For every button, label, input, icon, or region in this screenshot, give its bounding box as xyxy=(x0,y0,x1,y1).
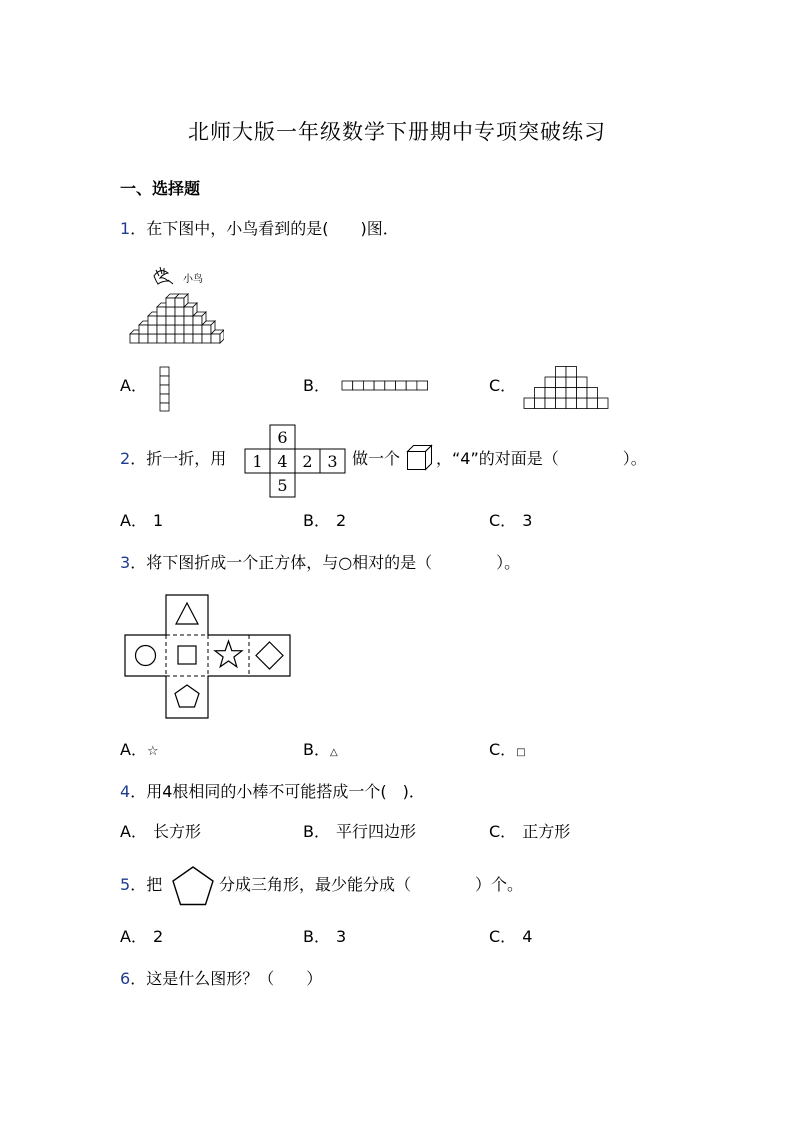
cube-cell xyxy=(175,325,184,334)
question-1 xyxy=(120,219,399,239)
cube-cell xyxy=(556,388,567,399)
option-sep: ． xyxy=(313,740,330,759)
cube-net-figure xyxy=(244,424,348,498)
option-letter: C xyxy=(489,376,501,395)
option-c[interactable] xyxy=(489,927,532,947)
option-letter: C xyxy=(489,822,501,841)
cube-cell xyxy=(566,398,577,409)
question-text-middle: 做一个 xyxy=(352,449,401,468)
option-a[interactable] xyxy=(120,376,153,396)
option-text: 2 xyxy=(336,511,347,530)
option-letter: A xyxy=(120,927,131,946)
cube-cell xyxy=(166,316,175,325)
cube-cell xyxy=(556,367,567,378)
cube-cell xyxy=(130,334,139,343)
option-star: ☆ xyxy=(146,744,159,759)
cube-cell xyxy=(175,316,184,325)
cube-cell xyxy=(184,316,193,325)
question-sep: ． xyxy=(130,449,147,468)
cube-cell xyxy=(524,398,535,409)
cube-cell xyxy=(587,398,598,409)
cube-cell xyxy=(396,381,407,390)
cube-cell xyxy=(566,377,577,388)
bird-label: 小鸟 xyxy=(183,274,203,285)
cube-cell xyxy=(175,298,184,307)
option-sep: ． xyxy=(500,740,517,759)
pentagon-icon xyxy=(175,685,199,707)
question-5 xyxy=(120,875,162,895)
option-text: 平行四边形 xyxy=(336,822,417,841)
option-letter: A xyxy=(120,376,131,395)
question-text-before: 把 xyxy=(146,875,163,894)
option-sep: ． xyxy=(130,927,147,946)
question-3 xyxy=(120,553,520,573)
cube-cell xyxy=(417,381,428,390)
cube-cell xyxy=(157,316,166,325)
option-b[interactable] xyxy=(303,927,346,947)
option-letter: C xyxy=(489,511,501,530)
option-letter: A xyxy=(120,511,131,530)
cube-cell xyxy=(556,398,567,409)
option-sep: ． xyxy=(313,511,330,530)
cube-cell xyxy=(157,334,166,343)
option-c[interactable] xyxy=(489,511,532,531)
question-number: 4 xyxy=(120,782,131,801)
cube-cell xyxy=(211,334,220,343)
cube-cell xyxy=(148,325,157,334)
option-c[interactable] xyxy=(489,822,570,842)
cube-cell xyxy=(535,388,546,399)
triangle-icon xyxy=(176,603,198,624)
option-sep: ． xyxy=(500,822,517,841)
option-letter: B xyxy=(303,511,314,530)
option-letter: B xyxy=(303,927,314,946)
option-b-row-figure xyxy=(341,380,429,392)
option-c-pyramid-figure xyxy=(523,364,611,410)
question-6 xyxy=(120,969,322,989)
cube-cell xyxy=(139,334,148,343)
net-row-number: 3 xyxy=(327,452,338,471)
question-sep: ． xyxy=(130,553,147,572)
option-c[interactable] xyxy=(489,376,522,396)
shape-net-figure xyxy=(124,594,292,720)
cube-cell xyxy=(166,298,175,307)
option-a[interactable] xyxy=(120,511,163,531)
cube-cell xyxy=(374,381,385,390)
option-text: 2 xyxy=(152,927,164,946)
question-2-after xyxy=(436,449,647,469)
option-sep: ． xyxy=(313,376,330,395)
option-letter: C xyxy=(489,927,501,946)
cube-icon xyxy=(406,444,434,472)
question-text: 用4根相同的小棒不可能搭成一个( )． xyxy=(146,782,425,801)
option-letter: B xyxy=(303,740,314,759)
cube-cell xyxy=(545,388,556,399)
question-text: 在下图中，小鸟看到的是( )图． xyxy=(146,219,399,238)
question-text-before: 折一折，用 xyxy=(146,449,227,468)
cube-cell xyxy=(148,334,157,343)
page-title: 北师大版一年级数学下册期中专项突破练习 xyxy=(188,120,606,144)
question-sep: ． xyxy=(130,969,147,988)
cube-cell xyxy=(175,307,184,316)
option-sep: ． xyxy=(313,822,330,841)
option-sep: ． xyxy=(130,822,147,841)
question-2 xyxy=(120,449,226,469)
option-a[interactable] xyxy=(120,822,201,842)
square-icon xyxy=(178,646,196,664)
cube-cell xyxy=(184,334,193,343)
question-number: 5 xyxy=(120,875,131,894)
option-text: 3 xyxy=(336,927,347,946)
option-text: 长方形 xyxy=(152,822,201,841)
option-sep: ． xyxy=(130,376,147,395)
question-number: 1 xyxy=(120,219,131,238)
cube-cell xyxy=(385,381,396,390)
cube-cell xyxy=(566,367,577,378)
option-letter: B xyxy=(303,376,314,395)
question-number: 6 xyxy=(120,969,131,988)
option-a-column-figure xyxy=(159,366,171,412)
option-text: 1 xyxy=(152,511,164,530)
question-number: 2 xyxy=(120,449,131,468)
cube-cell xyxy=(193,334,202,343)
net-row-number: 4 xyxy=(277,452,288,471)
cube-cell xyxy=(184,325,193,334)
option-c[interactable] xyxy=(489,740,526,763)
option-sep: ． xyxy=(500,511,517,530)
option-text: 4 xyxy=(522,927,533,946)
cube-cell xyxy=(193,325,202,334)
net-row-number: 1 xyxy=(252,452,263,471)
cube-cell xyxy=(577,398,588,409)
cube-cell xyxy=(363,381,374,390)
cube-cell xyxy=(184,307,193,316)
cube-cell xyxy=(587,388,598,399)
option-sep: ． xyxy=(130,740,147,759)
option-triangle: △ xyxy=(330,747,338,758)
cube-cell xyxy=(406,381,417,390)
bird-icon xyxy=(154,267,173,284)
cube-cell xyxy=(193,316,202,325)
net-row-number: 2 xyxy=(302,452,313,471)
cube-cell xyxy=(157,307,166,316)
cube-cell xyxy=(535,398,546,409)
cube-cell xyxy=(202,334,211,343)
cube-cell xyxy=(166,325,175,334)
question-sep: ． xyxy=(130,219,147,238)
cube-cell xyxy=(342,381,353,390)
option-square: □ xyxy=(516,747,526,758)
section-heading: 一、选择题 xyxy=(120,179,201,198)
option-a[interactable] xyxy=(120,740,159,762)
question-4 xyxy=(120,782,425,802)
cube-cell xyxy=(157,325,166,334)
option-b[interactable] xyxy=(303,376,336,396)
option-letter: A xyxy=(120,740,131,759)
option-sep: ． xyxy=(500,927,517,946)
option-b[interactable] xyxy=(303,822,416,842)
option-letter: A xyxy=(120,822,131,841)
cube-stack-figure xyxy=(128,264,224,346)
option-a[interactable] xyxy=(120,927,163,947)
net-top-number: 6 xyxy=(277,428,288,447)
question-text-after: ，“4”的对面是（ ）。 xyxy=(436,449,647,468)
cube-cell xyxy=(545,398,556,409)
question-2-middle xyxy=(352,449,400,469)
option-b[interactable] xyxy=(303,740,338,763)
option-letter: B xyxy=(303,822,314,841)
cube-cell xyxy=(202,325,211,334)
cube-cell xyxy=(353,381,364,390)
cube-cell xyxy=(139,325,148,334)
cube-cell xyxy=(166,307,175,316)
question-text: 将下图折成一个正方体，与○相对的是（ ）。 xyxy=(146,553,521,572)
cube-cell xyxy=(577,388,588,399)
question-text-after: 分成三角形，最少能分成（ ）个。 xyxy=(219,875,524,894)
question-sep: ． xyxy=(130,875,147,894)
circle-icon xyxy=(136,646,156,666)
star-icon xyxy=(215,641,242,667)
question-text: 这是什么图形？（ ） xyxy=(146,969,323,988)
pentagon-icon xyxy=(171,865,215,907)
option-text: 3 xyxy=(522,511,533,530)
cube-cell xyxy=(148,316,157,325)
diamond-icon xyxy=(256,642,283,669)
option-sep: ． xyxy=(500,376,517,395)
cube-cell xyxy=(577,377,588,388)
option-b[interactable] xyxy=(303,511,346,531)
option-letter: C xyxy=(489,740,501,759)
question-number: 3 xyxy=(120,553,131,572)
option-sep: ． xyxy=(130,511,147,530)
option-sep: ． xyxy=(313,927,330,946)
option-text: 正方形 xyxy=(522,822,571,841)
cube-cell xyxy=(545,377,556,388)
net-bottom-number: 5 xyxy=(277,476,288,495)
cube-cell xyxy=(556,377,567,388)
cube-cell xyxy=(598,398,609,409)
cube-cell xyxy=(175,334,184,343)
question-5-after xyxy=(219,875,523,895)
cube-cell xyxy=(566,388,577,399)
question-sep: ． xyxy=(130,782,147,801)
cube-cell xyxy=(166,334,175,343)
